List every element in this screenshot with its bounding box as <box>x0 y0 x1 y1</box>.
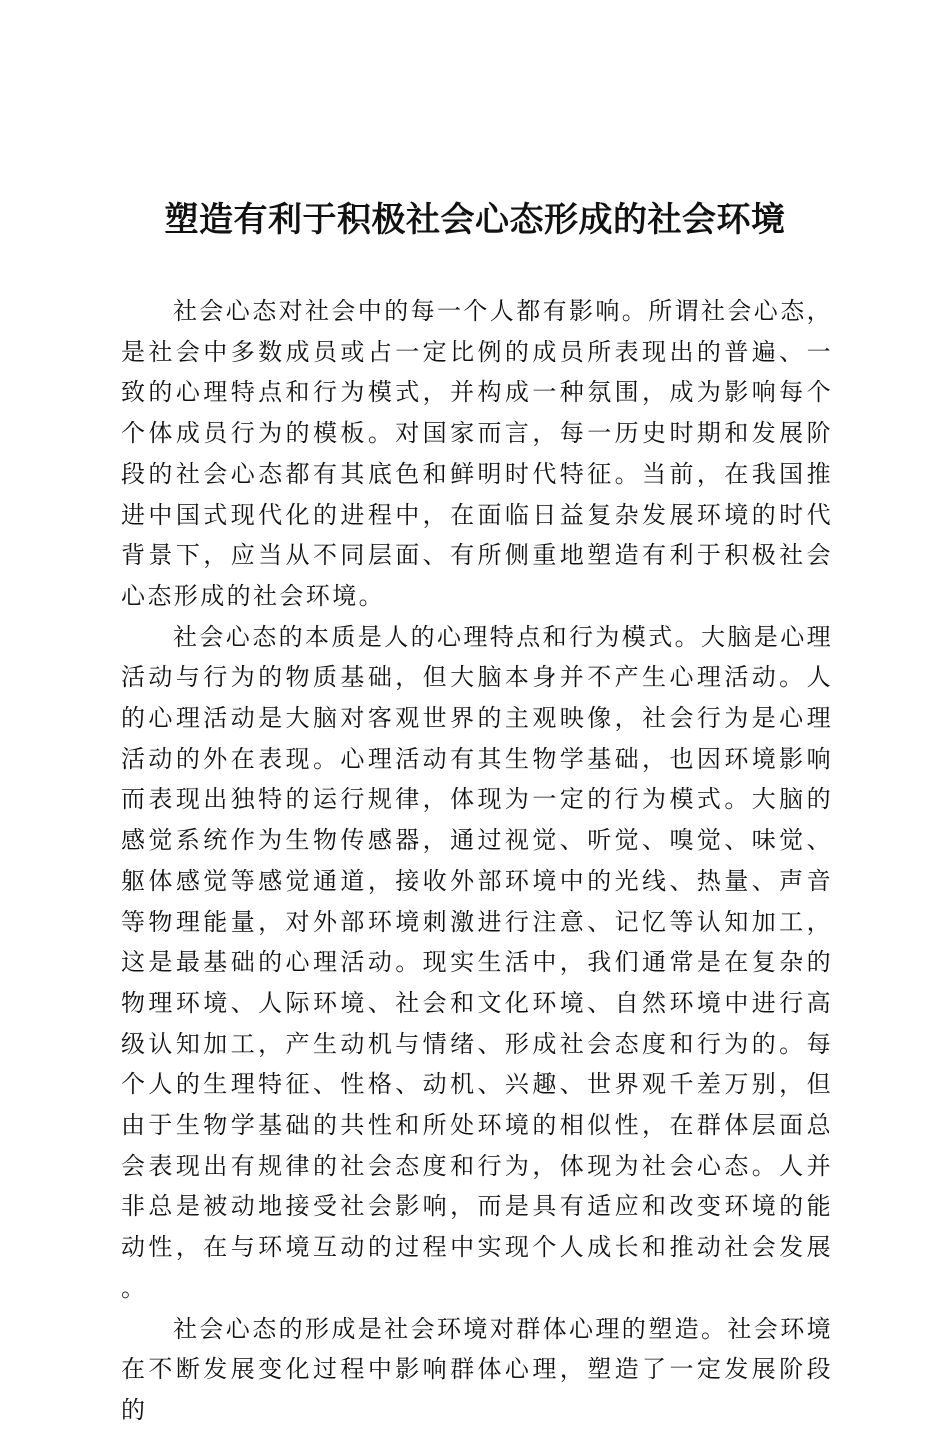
paragraph-1: 社会心态对社会中的每一个人都有影响。所谓社会心态，是社会中多数成员或占一定比例的成员所表现出的普遍、一致的心理特点和行为模式，并构成一种氛围，成为影响每个个体成员行为的模板。对国家而言，每一历史时期和发展阶段的社会心态都有其底色和鲜明时代特征。当前，在我国推进中国式现代化的进程中，在面临日益复杂发展环境的时代背景下，应当从不同层面、有所侧重地塑造有利于积极社会心态形成的社会环境。 <box>121 297 833 610</box>
document-body <box>121 291 833 1431</box>
document-title: 塑造有利于积极社会心态形成的社会环境 <box>164 200 786 240</box>
paragraph-2: 社会心态的本质是人的心理特点和行为模式。大脑是心理活动与行为的物质基础，但大脑本身并不产生心理活动。人的心理活动是大脑对客观世界的主观映像，社会行为是心理活动的外在表现。心理活动有其生物学基础，也因环境影响而表现出独特的运行规律，体现为一定的行为模式。大脑的感觉系统作为生物传感器，通过视觉、听觉、嗅觉、味觉、躯体感觉等感觉通道，接收外部环境中的光线、热量、声音等物理能量，对外部环境刺激进行注意、记忆等认知加工，这是最基础的心理活动。现实生活中，我们通常是在复杂的物理环境、人际环境、社会和文化环境、自然环境中进行高级认知加工，产生动机与情绪、形成社会态度和行为的。每个人的生理特征、性格、动机、兴趣、世界观千差万别，但由于生物学基础的共性和所处环境的相似性，在群体层面总会表现出有规律的社会态度和行为，体现为社会心态。人并非总是被动地接受社会影响，而是具有适应和改变环境的能动性，在与环境互动的过程中实现个人成长和推动社会发展。 <box>121 622 833 1302</box>
paragraph-3: 社会心态的形成是社会环境对群体心理的塑造。社会环境在不断发展变化过程中影响群体心理，塑造了一定发展阶段的 <box>121 1314 833 1424</box>
